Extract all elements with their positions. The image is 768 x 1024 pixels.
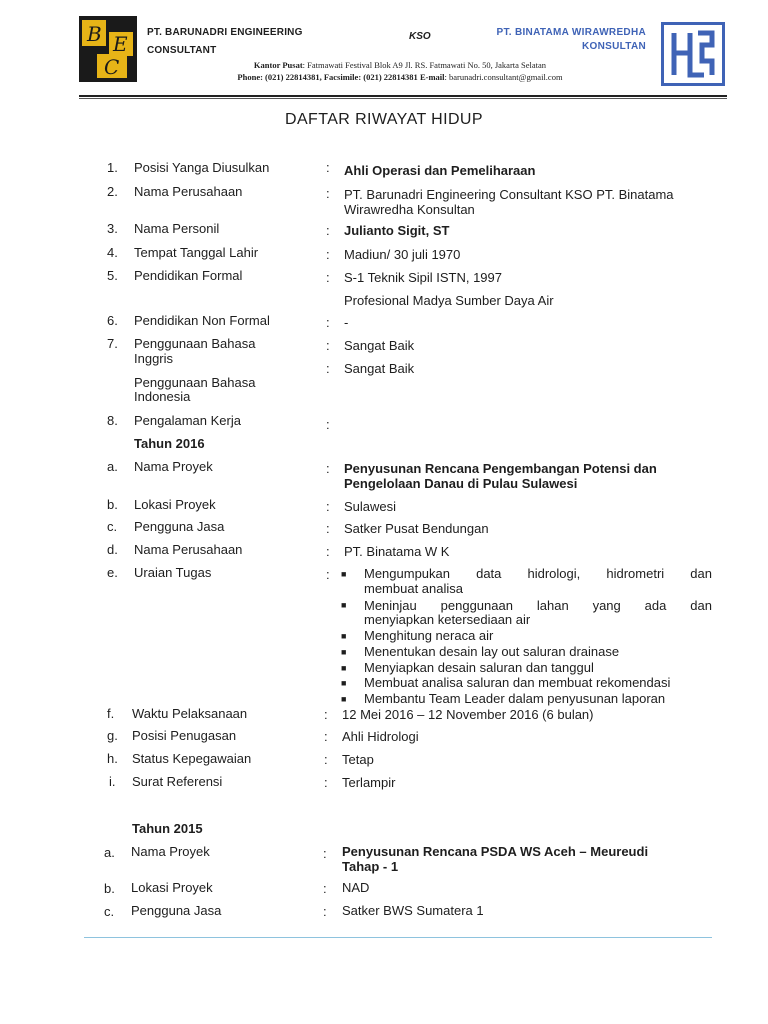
task-bullet: ■ (341, 647, 347, 657)
project-client: Satker BWS Sumatera 1 (342, 903, 484, 918)
project-position: Ahli Hidrologi (342, 729, 419, 744)
row-label: Uraian Tugas (134, 565, 212, 580)
task-line: Menghitung neraca air (364, 628, 494, 643)
project-name: Penyusunan Rencana PSDA WS Aceh – Meureudi (342, 844, 649, 859)
colon: : (326, 521, 330, 536)
row-letter: b. (107, 497, 118, 512)
item-number: 3. (107, 221, 118, 236)
colon: : (323, 904, 327, 919)
item-number: 2. (107, 184, 118, 199)
colon: : (326, 567, 330, 582)
project-reference: Terlampir (342, 775, 396, 790)
row-letter: c. (104, 904, 115, 919)
row-letter: i. (109, 774, 116, 789)
phone-label: Phone (237, 72, 261, 82)
svg-text:E: E (113, 32, 128, 56)
right-company-name (470, 26, 646, 54)
item-value-cont: Wirawredha Konsultan (344, 202, 475, 217)
project-name-cont: Tahap - 1 (342, 859, 399, 874)
footer-divider (84, 937, 712, 938)
colon: : (326, 186, 330, 201)
binatama-logo (661, 22, 725, 86)
left-company-line-1: PT. BARUNADRI ENGINEERING (147, 27, 303, 38)
item-value: Sangat Baik (344, 361, 415, 376)
item-value: - (344, 315, 349, 330)
item-label: Tempat Tanggal Lahir (134, 245, 259, 260)
item-number: 7. (107, 336, 118, 351)
item-value: PT. Barunadri Engineering Consultant KSO PT. Binatama (344, 187, 674, 202)
task-bullet: ■ (341, 600, 347, 610)
colon: : (326, 160, 330, 175)
row-letter: f. (107, 706, 115, 721)
row-label: Waktu Pelaksanaan (132, 706, 248, 721)
document-title: DAFTAR RIWAYAT HIDUP (285, 111, 483, 128)
item-label: Pendidikan Formal (134, 268, 243, 283)
project-location: NAD (342, 880, 370, 895)
colon: : (326, 417, 330, 432)
task-bullet: ■ (341, 678, 347, 688)
row-label: Lokasi Proyek (134, 497, 216, 512)
row-letter: d. (107, 542, 118, 557)
colon: : (326, 223, 330, 238)
colon: : (324, 729, 328, 744)
row-label: Posisi Penugasan (132, 728, 237, 743)
row-label: Lokasi Proyek (131, 880, 213, 895)
task-word: hidrometri (606, 566, 665, 581)
row-letter: c. (107, 519, 118, 534)
task-line: Membantu Team Leader dalam penyusunan laporan (364, 691, 666, 706)
item-number: 5. (107, 268, 118, 283)
task-word: Meninjau (364, 598, 417, 613)
colon: : (326, 247, 330, 262)
task-word: ada (644, 598, 667, 613)
item-label: Penggunaan Bahasa (134, 336, 256, 351)
phone-value: : (021) 22814381, (260, 72, 324, 82)
row-letter: g. (107, 728, 118, 743)
svg-text:B: B (87, 22, 102, 46)
row-label: Surat Referensi (132, 774, 223, 789)
task-word: Mengumpukan (364, 566, 450, 581)
project-company: PT. Binatama W K (344, 544, 450, 559)
item-label-cont: Inggris (134, 351, 174, 366)
colon: : (324, 752, 328, 767)
row-letter: e. (107, 565, 118, 580)
email-label: E-mail (419, 72, 445, 82)
address-label: Kantor Pusat (253, 60, 303, 70)
task-word: yang (592, 598, 621, 613)
item-label: Posisi Yanga Diusulkan (134, 160, 270, 175)
item-number: 4. (107, 245, 118, 260)
task-word: dan (690, 598, 712, 613)
left-company-line-2: CONSULTANT (147, 45, 217, 56)
row-label: Pengguna Jasa (131, 903, 222, 918)
row-letter: a. (107, 459, 118, 474)
colon: : (326, 461, 330, 476)
item-value: Sangat Baik (344, 338, 415, 353)
colon: : (326, 361, 330, 376)
row-letter: h. (107, 751, 118, 766)
item-label: Pengalaman Kerja (134, 413, 241, 428)
project-name: Penyusunan Rencana Pengembangan Potensi dan (344, 461, 657, 476)
fax-value: : (021) 22814381 (358, 72, 420, 82)
project-status: Tetap (342, 752, 374, 767)
colon: : (326, 499, 330, 514)
task-bullet: ■ (341, 569, 347, 579)
project-client: Satker Pusat Bendungan (344, 521, 489, 536)
task-bullet: ■ (341, 663, 347, 673)
task-line: membuat analisa (364, 581, 463, 596)
barunadri-logo (79, 16, 137, 82)
row-label: Nama Proyek (131, 844, 210, 859)
colon: : (326, 338, 330, 353)
colon: : (323, 881, 327, 896)
task-word: dan (690, 566, 712, 581)
colon: : (323, 846, 327, 861)
project-location: Sulawesi (344, 499, 397, 514)
colon: : (324, 707, 328, 722)
item-value: Ahli Operasi dan Pemeliharaan (344, 163, 536, 178)
kso-label: KSO (409, 31, 431, 42)
task-word: hidrologi, (527, 566, 581, 581)
row-letter: a. (104, 845, 115, 860)
header-divider-thin (79, 98, 727, 99)
row-label: Status Kepegawaian (132, 751, 252, 766)
item-number: 8. (107, 413, 118, 428)
item-value: S-1 Teknik Sipil ISTN, 1997 (344, 270, 502, 285)
project-name-cont: Pengelolaan Danau di Pulau Sulawesi (344, 476, 578, 491)
item-value: Julianto Sigit, ST (344, 223, 450, 238)
email-value: : barunadri.consultant@gmail.com (444, 72, 563, 82)
left-company-name (147, 24, 303, 60)
task-word: data (476, 566, 502, 581)
task-line-justified (364, 599, 712, 613)
task-word: penggunaan (440, 598, 513, 613)
project-period: 12 Mei 2016 – 12 November 2016 (6 bulan) (342, 707, 594, 722)
task-bullet: ■ (341, 694, 347, 704)
task-word: lahan (536, 598, 569, 613)
item-number: 6. (107, 313, 118, 328)
svg-text:C: C (104, 55, 120, 79)
task-bullet: ■ (341, 631, 347, 641)
row-label: Nama Proyek (134, 459, 213, 474)
header-divider (79, 95, 727, 97)
right-company-line-1: PT. BINATAMA WIRAWREDHA (496, 27, 646, 38)
address-value: : Fatmawati Festival Blok A9 Jl. RS. Fatmawati No. 50, Jakarta Selatan (302, 60, 547, 70)
task-line: Membuat analisa saluran dan membuat rekomendasi (364, 675, 671, 690)
row-letter: b. (104, 881, 115, 896)
task-line: Menyiapkan desain saluran dan tanggul (364, 660, 594, 675)
task-line-justified (364, 567, 712, 581)
task-line: menyiapkan ketersediaan air (364, 612, 531, 627)
office-address (150, 59, 650, 83)
item-label: Nama Personil (134, 221, 220, 236)
right-company-line-2: KONSULTAN (582, 41, 646, 52)
colon: : (324, 775, 328, 790)
colon: : (326, 270, 330, 285)
item-value-cont: Profesional Madya Sumber Daya Air (344, 293, 554, 308)
colon: : (326, 544, 330, 559)
item-number: 1. (107, 160, 118, 175)
fax-label: Facsimile (323, 72, 359, 82)
item-value: Madiun/ 30 juli 1970 (344, 247, 461, 262)
task-line: Menentukan desain lay out saluran drainase (364, 644, 620, 659)
row-label: Pengguna Jasa (134, 519, 225, 534)
colon: : (326, 315, 330, 330)
item-label: Pendidikan Non Formal (134, 313, 270, 328)
project-year: Tahun 2016 (134, 436, 205, 451)
item-label-cont: Indonesia (134, 389, 191, 404)
project-year: Tahun 2015 (132, 821, 203, 836)
item-label: Nama Perusahaan (134, 184, 243, 199)
row-label: Nama Perusahaan (134, 542, 243, 557)
item-label: Penggunaan Bahasa (134, 375, 256, 390)
